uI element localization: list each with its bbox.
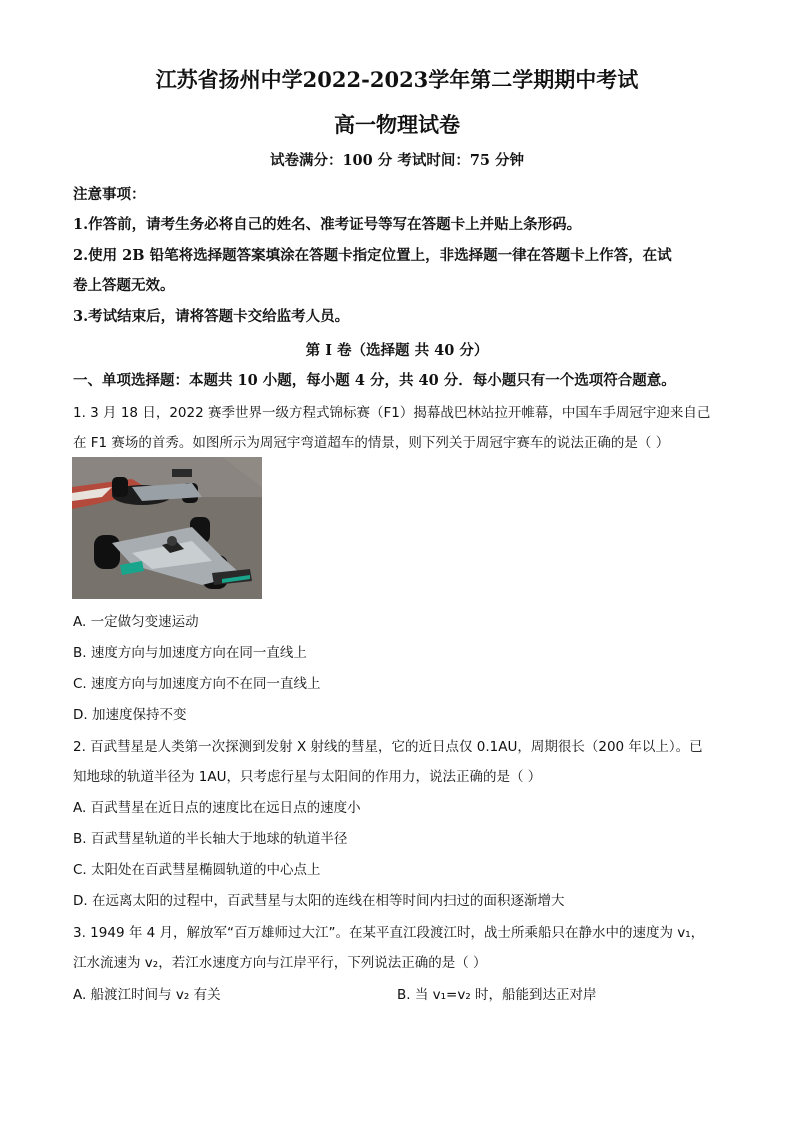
question-2-stem: 2. 百武彗星是人类第一次探测到发射 X 射线的彗星，它的近日点仅 0.1AU，周期很长（200 年以上）。已 [73, 739, 703, 755]
notes-heading: 注意事项： [73, 186, 146, 203]
exam-title: 江苏省扬州中学2022-2023学年第二学期期中考试 [155, 67, 639, 92]
question-3-option-b: B. 当 v₁=v₂ 时，船能到达正对岸 [397, 987, 597, 1003]
note-item: 卷上答题无效。 [73, 277, 175, 294]
question-1-stem: 在 F1 赛场的首秀。如图所示为周冠宇弯道超车的情景，则下列关于周冠宇赛车的说法正确的是（ ） [73, 435, 670, 451]
question-1-option-d: D. 加速度保持不变 [73, 707, 187, 723]
question-1-stem: 1. 3 月 18 日，2022 赛季世界一级方程式锦标赛（F1）揭幕战巴林站拉开帷幕，中国车手周冠宇迎来自己 [73, 405, 711, 421]
question-1-option-a: A. 一定做匀变速运动 [73, 614, 199, 630]
part-title: 第 I 卷（选择题 共 40 分） [305, 342, 489, 359]
question-2-option-d: D. 在远离太阳的过程中，百武彗星与太阳的连线在相等时间内扫过的面积逐渐增大 [73, 893, 565, 909]
f1-car-photo [72, 457, 262, 599]
note-item: 1.作答前，请考生务必将自己的姓名、准考证号等写在答题卡上并贴上条形码。 [73, 216, 582, 233]
question-3-stem: 3. 1949 年 4 月，解放军“百万雄师过大江”。在某平直江段渡江时，战士所乘船只在静水中的速度为 v₁， [73, 925, 705, 941]
note-item: 3.考试结束后，请将答题卡交给监考人员。 [73, 308, 350, 325]
exam-subtitle: 高一物理试卷 [334, 112, 460, 137]
exam-meta: 试卷满分：100 分 考试时间：75 分钟 [269, 152, 525, 169]
question-2-option-c: C. 太阳处在百武彗星椭圆轨道的中心点上 [73, 862, 321, 878]
question-3-stem: 江水流速为 v₂，若江水速度方向与江岸平行，下列说法正确的是（ ） [73, 955, 487, 971]
question-1-option-b: B. 速度方向与加速度方向在同一直线上 [73, 645, 307, 661]
question-3-option-a: A. 船渡江时间与 v₂ 有关 [73, 987, 221, 1003]
question-1-option-c: C. 速度方向与加速度方向不在同一直线上 [73, 676, 321, 692]
question-2-option-a: A. 百武彗星在近日点的速度比在远日点的速度小 [73, 800, 361, 816]
note-item: 2.使用 2B 铅笔将选择题答案填涂在答题卡指定位置上，非选择题一律在答题卡上作答，在试 [73, 247, 672, 264]
question-2-stem: 知地球的轨道半径为 1AU，只考虑行星与太阳间的作用力，说法正确的是（ ） [73, 769, 542, 785]
section-heading: 一、单项选择题：本题共 10 小题，每小题 4 分，共 40 分．每小题只有一个选项符合题意。 [73, 372, 676, 389]
question-2-option-b: B. 百武彗星轨道的半长轴大于地球的轨道半径 [73, 831, 348, 847]
